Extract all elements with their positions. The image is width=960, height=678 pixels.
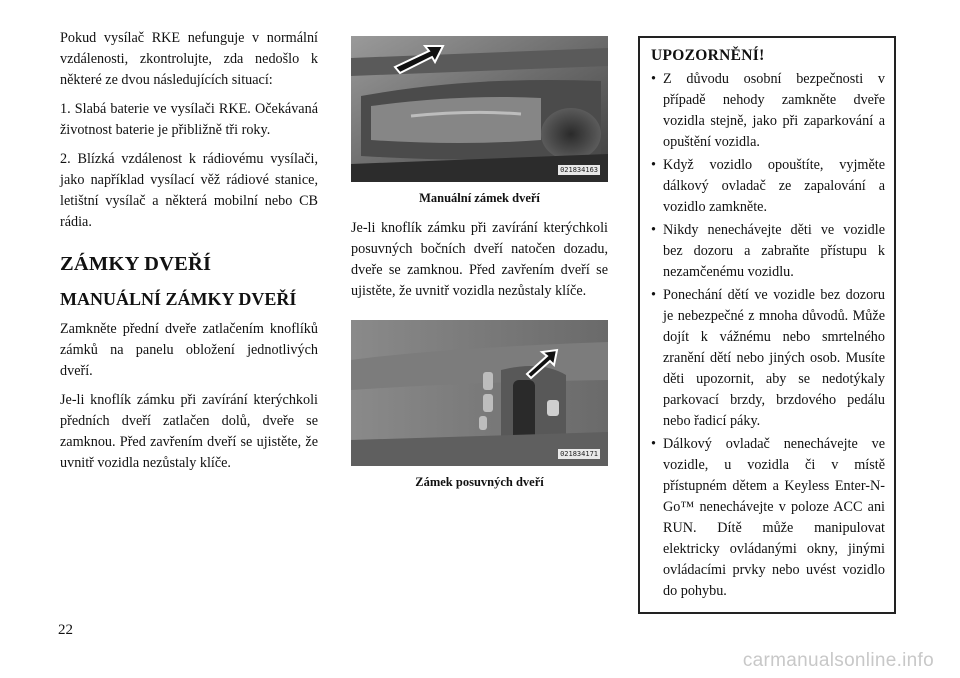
figure-caption: Zámek posuvných dveří [415,475,544,489]
manual-lock-paragraph-2: Je-li knoflík zámku při zavírání kterýchkoli předních dveří zatlačen dolů, dveře se zamknou. Před zavřením dveří se ujistěte, že uvnitř vozidla nezůstaly klíče. [60,392,318,471]
warning-item: • Dálkový ovladač nenechávejte ve vozidle, u vozidla či v místě přístupném dětem a Keyless Enter-N-Go™ nenechávejte v poloze ACC ani RUN. Dítě může manipulovat elektricky ovládanými okny, jinými ovládacími prvky nebo uvést vozidlo do pohybu. [651,434,885,602]
door-panel-illustration [351,36,608,182]
sliding-door-illustration [351,320,608,466]
bullet-icon: • [651,287,656,303]
bullet-icon: • [651,71,656,87]
sliding-door-paragraph: Je-li knoflík zámku při zavírání kterýchkoli posuvných bočních dveří natočen dozadu, dveře se zamknou. Před zavřením dveří se ujistěte, že uvnitř vozidla nezůstaly klíče. [351,220,608,299]
warning-item: • Nikdy nenechávejte děti ve vozidle bez dozoru a zabraňte přístupu k nezamčenému vozidlu. [651,220,885,283]
warning-box [638,36,896,614]
left-column [60,28,318,474]
bullet-icon: • [651,157,656,173]
sliding-door-lock-photo [351,320,608,466]
section-title: ZÁMKY DVEŘÍ [60,253,212,275]
bullet-icon: • [651,222,656,238]
rke-cause-2: 2. Blízká vzdálenost k rádiovému vysílači, jako například vysílací věž rádiové stanice, letištní vysílač a některá mobilní nebo CB rádia. [60,151,318,230]
warning-item: • Když vozidlo opouštíte, vyjměte dálkový ovladač ze zapalování a vozidlo zamkněte. [651,155,885,218]
figure-caption: Manuální zámek dveří [419,191,540,205]
middle-column [351,36,608,490]
page-number: 22 [58,622,73,638]
figure-code: 021834163 [560,166,598,174]
manual-lock-paragraph-1: Zamkněte přední dveře zatlačením knoflíků zámků na panelu obložení jednotlivých dveří. [60,321,318,379]
subsection-title: MANUÁLNÍ ZÁMKY DVEŘÍ [60,289,297,309]
warning-item: • Ponechání dětí ve vozidle bez dozoru je nebezpečné z mnoha důvodů. Může dojít k vážnému nebo smrtelného zranění dětí nebo jiných osob. Musíte děti upozornit, aby se nedotýkaly parkovací brzdy, brzdového pedálu nebo řadicí páky. [651,285,885,432]
warning-item: • Z důvodu osobní bezpečnosti v případě nehody zamkněte dveře vozidla stejně, jako při zaparkování a opuštění vozidla. [651,69,885,153]
watermark: carmanualsonline.info [742,650,934,671]
right-column [638,36,896,614]
rke-intro-paragraph: Pokud vysílač RKE nefunguje v normální vzdálenosti, zkontrolujte, zda nedošlo k některé ze dvou následujících situací: [60,30,318,88]
bullet-icon: • [651,436,656,452]
figure-code: 021834171 [560,450,598,458]
warning-title: UPOZORNĚNÍ! [651,47,765,64]
manual-door-lock-photo [351,36,608,182]
rke-cause-1: 1. Slabá baterie ve vysílači RKE. Očekávaná životnost baterie je přibližně tři roky. [60,101,318,138]
